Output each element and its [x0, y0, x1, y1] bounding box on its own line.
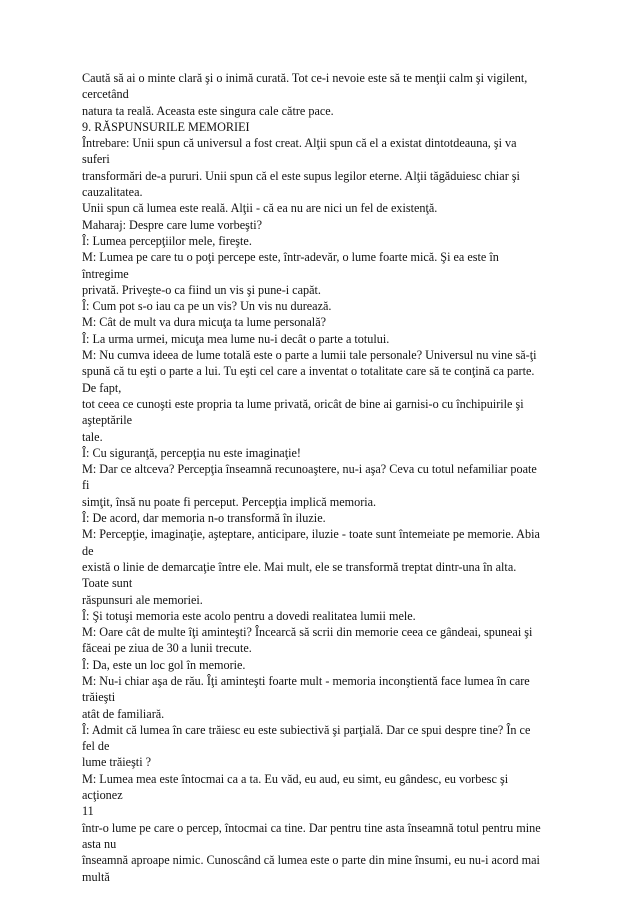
text-line: există o linie de demarcaţie între ele. Mai mult, ele se transformă treptat dintr-una în alta.: [82, 559, 517, 574]
text-line: multă: [82, 869, 110, 884]
text-line: Î: Şi totuşi memoria este acolo pentru a dovedi realitatea lumii mele.: [82, 608, 416, 623]
text-line: de: [82, 543, 94, 558]
text-line: Î: Lumea percepţiilor mele, fireşte.: [82, 233, 252, 248]
text-line: întregime: [82, 266, 129, 281]
text-line: tale.: [82, 429, 103, 444]
text-line: cauzalitatea.: [82, 185, 143, 200]
text-line: înseamnă aproape nimic. Cunoscând că lumea este o parte din mine însumi, eu nu-i acord mai: [82, 853, 540, 868]
text-line: Î: Admit că lumea în care trăiesc eu este subiectivă şi parţială. Dar ce spui despre tine? În ce: [82, 722, 531, 737]
document-body: [82, 70, 568, 885]
text-line: acţionez: [82, 788, 123, 803]
text-line: cercetând: [82, 87, 129, 102]
text-line: M: Percepţie, imaginaţie, aşteptare, anticipare, iluzie - toate sunt întemeiate pe memorie. Abia: [82, 527, 540, 542]
text-line: Î: Cu siguranţă, percepţia nu este imaginaţie!: [82, 445, 301, 460]
text-line: Î: La urma urmei, micuţa mea lume nu-i decât o parte a totului.: [82, 331, 390, 346]
text-line: M: Lumea mea este întocmai ca a ta. Eu văd, eu aud, eu simt, eu gândesc, eu vorbesc şi: [82, 771, 509, 786]
text-line: spună că tu eşti o parte a lui. Tu eşti cel care a inventat o totalitate care să te conţină ca parte.: [82, 364, 535, 379]
text-line: M: Dar ce altceva? Percepţia înseamnă recunoaştere, nu-i aşa? Ceva cu totul nefamiliar poate: [82, 462, 537, 477]
text-line: natura ta reală. Aceasta este singura cale către pace.: [82, 103, 334, 118]
text-line: Î: De acord, dar memoria n-o transformă în iluzie.: [82, 511, 326, 526]
text-line: aşteptările: [82, 413, 133, 428]
text-line: fel de: [82, 739, 110, 754]
text-line: simţit, însă nu poate fi perceput. Percepţia implică memoria.: [82, 494, 377, 509]
text-line: Î: Da, este un loc gol în memorie.: [82, 657, 246, 672]
text-line: Maharaj: Despre care lume vorbeşti?: [82, 217, 263, 232]
text-line: Unii spun că lumea este reală. Alţii - că ea nu are nici un fel de existenţă.: [82, 201, 438, 216]
text-line: M: Nu cumva ideea de lume totală este o parte a lumii tale personale? Universul nu vine să-ţi: [82, 348, 537, 363]
text-line: M: Nu-i chiar aşa de rău. Îţi aminteşti foarte mult - memoria inconştientă face lumea în care: [82, 673, 530, 688]
text-line: privată. Priveşte-o ca fiind un vis şi pune-i capăt.: [82, 282, 321, 297]
text-line: făceai pe ziua de 30 a lunii trecute.: [82, 641, 252, 656]
text-line: M: Lumea pe care tu o poţi percepe este, într-adevăr, o lume foarte mică. Şi ea este în: [82, 250, 499, 265]
text-line: Întrebare: Unii spun că universul a fost creat. Alţii spun că el a existat dintotdeauna, şi va: [82, 136, 517, 151]
page-number: 11: [82, 804, 94, 819]
text-line: răspunsuri ale memoriei.: [82, 592, 203, 607]
text-line: Toate sunt: [82, 576, 133, 591]
text-line: De fapt,: [82, 380, 122, 395]
text-line: trăieşti: [82, 690, 116, 705]
section-heading: 9. RĂSPUNSURILE MEMORIEI: [82, 119, 250, 134]
text-line: tot ceea ce cunoşti este propria ta lume privată, oricât de bine ai garnisi-o cu închipuirile şi: [82, 396, 524, 411]
text-line: asta nu: [82, 836, 117, 851]
text-line: M: Cât de mult va dura micuţa ta lume personală?: [82, 315, 327, 330]
text-line: suferi: [82, 152, 110, 167]
text-line: într-o lume pe care o percep, întocmai ca tine. Dar pentru tine asta înseamnă totul pentru mine: [82, 820, 541, 835]
text-line: M: Oare cât de multe îţi aminteşti? Încearcă să scrii din memorie ceea ce gândeai, spuneai şi: [82, 625, 533, 640]
text-line: Caută să ai o minte clară şi o inimă curată. Tot ce-i nevoie este să te menţii calm şi vigilent,: [82, 71, 528, 85]
text-line: lume trăieşti ?: [82, 755, 152, 770]
text-line: atât de familiară.: [82, 706, 165, 721]
text-line: fi: [82, 478, 90, 493]
text-line: transformări de-a pururi. Unii spun că el este supus legilor eterne. Alţii tăgăduiesc chiar şi: [82, 168, 520, 183]
text-line: Î: Cum pot s-o iau ca pe un vis? Un vis nu durează.: [82, 299, 332, 314]
